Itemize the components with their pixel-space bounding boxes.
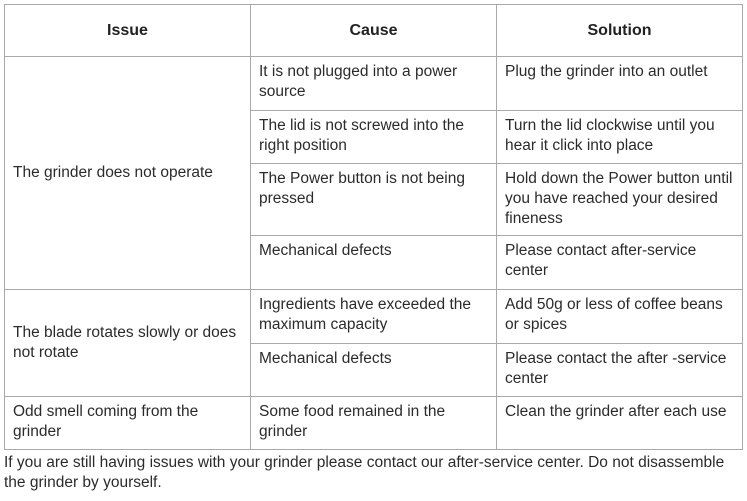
troubleshooting-table	[4, 4, 743, 450]
cause-cell: Some food remained in the grinder	[251, 397, 497, 450]
cause-cell: The lid is not screwed into the right position	[251, 111, 497, 164]
issue-cell: The grinder does not operate	[5, 57, 251, 290]
footer-note: If you are still having issues with your grinder please contact our after-service center. Do not disassemble the grinder by yourself.	[4, 454, 725, 491]
solution-cell: Please contact the after -service center	[497, 344, 743, 397]
cause-cell: It is not plugged into a power source	[251, 57, 497, 111]
solution-cell: Clean the grinder after each use	[497, 397, 743, 450]
cause-cell: Mechanical defects	[251, 236, 497, 290]
cause-cell: Ingredients have exceeded the maximum capacity	[251, 290, 497, 344]
solution-cell: Turn the lid clockwise until you hear it click into place	[497, 111, 743, 164]
header-issue: Issue	[5, 5, 251, 57]
cause-cell: The Power button is not being pressed	[251, 164, 497, 236]
issue-cell: Odd smell coming from the grinder	[5, 397, 251, 450]
table-row	[5, 397, 743, 450]
table-row	[5, 57, 743, 111]
header-solution: Solution	[497, 5, 743, 57]
issue-cell: The blade rotates slowly or does not rotate	[5, 290, 251, 397]
solution-cell: Plug the grinder into an outlet	[497, 57, 743, 111]
solution-cell: Add 50g or less of coffee beans or spices	[497, 290, 743, 344]
solution-cell: Please contact after-service center	[497, 236, 743, 290]
cause-cell: Mechanical defects	[251, 344, 497, 397]
table-row	[5, 290, 743, 344]
solution-cell: Hold down the Power button until you have reached your desired fineness	[497, 164, 743, 236]
header-cause: Cause	[251, 5, 497, 57]
table-header-row	[5, 5, 743, 57]
